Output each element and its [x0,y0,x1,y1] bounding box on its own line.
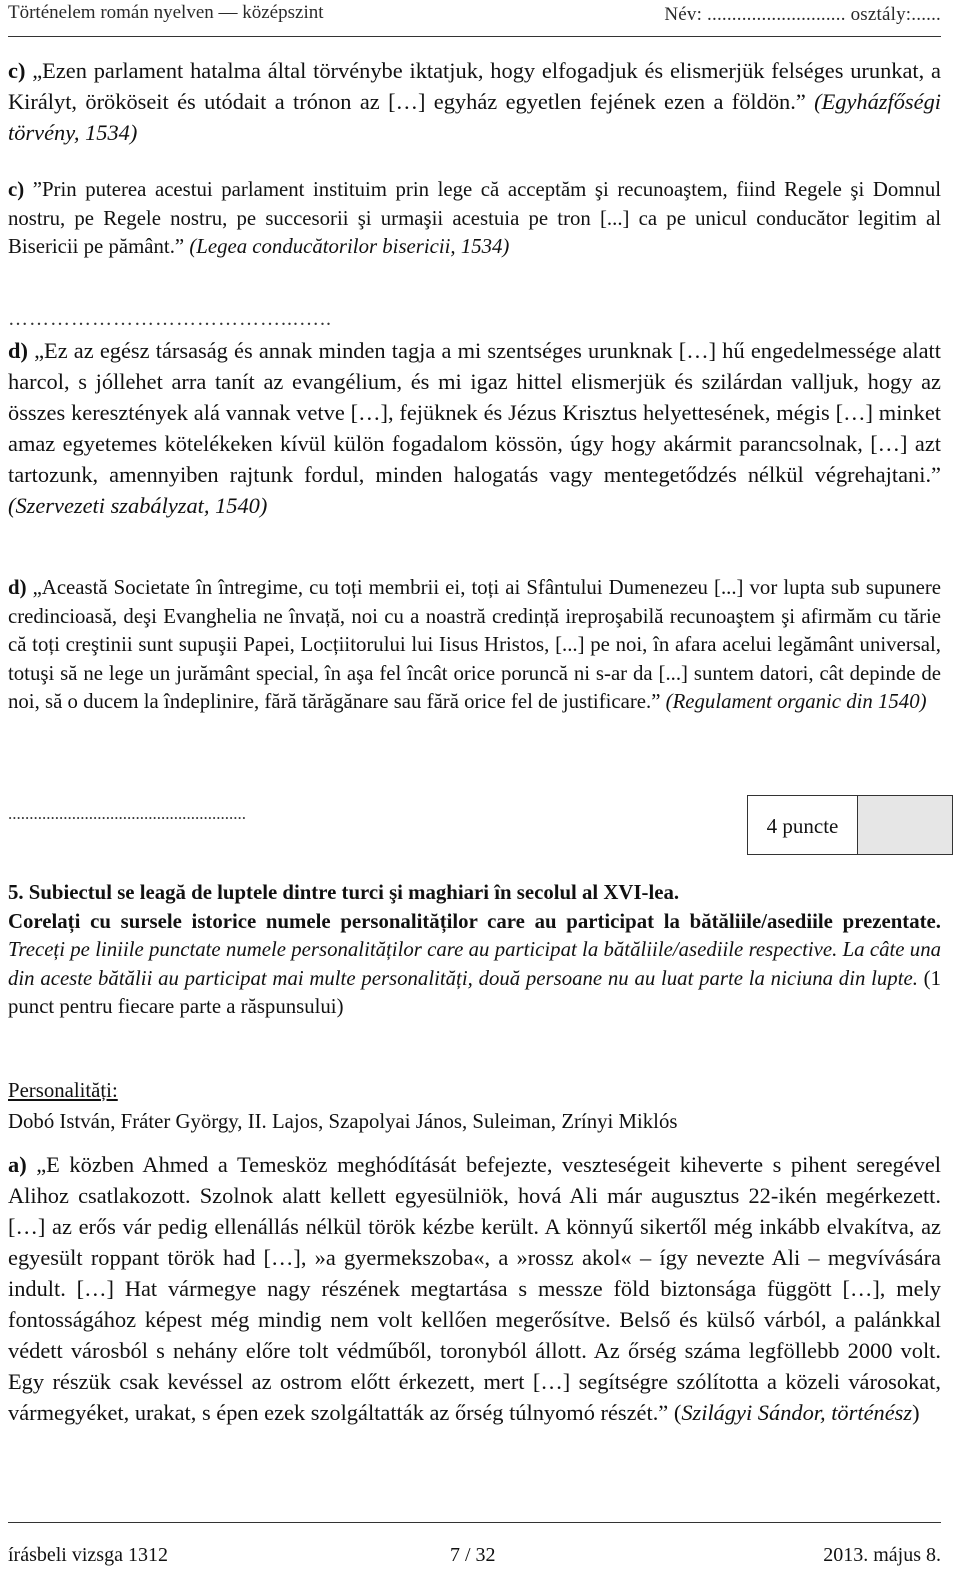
points-box [747,795,953,855]
header-subject: Történelem román nyelven — középszint [8,2,324,23]
source-a-hungarian [8,1149,941,1428]
source-citation: (Szervezeti szabályzat, 1540) [8,493,268,518]
citation-paren: ) [912,1400,920,1425]
source-text: „Ezen parlament hatalma által törvénybe iktatjuk, hogy elfogadjuk és elismerjük felséges urunkat, a Királyt, örököseit és utódait a trónon az […] egyház egyetlen fejének ezen a földön.” [8,58,941,114]
points-label: 4 puncte [748,796,858,854]
source-citation: (Legea conducătorilor bisericii, 1534) [189,235,510,258]
footer-divider [8,1522,941,1523]
source-text: ”Prin puterea acestui parlament instituim prin lege că acceptăm şi recunoaştem, fiind Regele şi Domnul nostru, pe Regele nostru, pe succesorii şi urmaşii acestuia pe tron [...] ca pe unicul conducător legitim al Bisericii pe pământ.” [8,178,941,258]
source-d-hungarian [8,335,941,521]
points-score-cell[interactable] [858,796,952,854]
personalities-list: Dobó István, Fráter György, II. Lajos, Szapolyai János, Suleiman, Zrínyi Miklós [8,1109,678,1133]
personalities-section [8,1077,941,1136]
subject-5 [8,879,941,1022]
subject-5-scoring: (1 punct pentru fiecare parte a răspunsului) [8,966,941,1018]
source-citation: (Regulament organic din 1540) [665,690,927,713]
subject-5-title: 5. Subiectul se leagă de luptele dintre turci şi maghiari în secolul al XVI-lea. [8,881,680,904]
source-text: „E közben Ahmed a Temesköz meghódítását befejezte, veszteségeit kiheverte s pihent seregével Alihoz csatlakozott. Szolnok alatt kellett egyesülniök, hová Ali már augusztus 22-ikén megérkezett. […] az erős vár pedig ellenállás nélkül török kézbe került. A könnyű sikertől még inkább elvakítva, az egyesült roppant török had […], »a gyermekszoba«, a »rossz akol« – így nevezte Ali – megvívására indult. […] Hat vármegye nagy részének megtartása s messze föld biztonsága függött […], mely fontosságához képest még mindig nem volt kellően megerősítve. Belső és külső várból, a palánkkal védett városból s nehány előre tolt védműből, toronyból állott. Az őrség száma legföllebb 2000 volt. Egy részük csak kevéssel az ostrom előtt érkezett, mert […] segítségre szólította a közeli városokat, vármegyéket, urakat, s épen ezek szolgáltatták az őrség túlnyomó részét.” [8,1152,941,1425]
source-citation: (Egyházfőségi törvény, 1534) [8,89,941,145]
header-name-class-field: Név: ............................ osztály:...... [664,4,941,25]
source-text: „Această Societate în întregime, cu toți membrii ei, toți ai Sfântului Dumenezeu [...] vor lupta sub supunere credincioasă, deşi Evanghelia ne învață, noi cu a noastră credință ireproşabilă recunoaştem şi afirmăm cu tărie că toți creştinii sunt supuşii Papei, Locțiitorului lui Iisus Hristos, [...] pe noi, în afara acelui legământ universal, totuşi să ne lege un jurământ special, în aşa fel încât orice poruncă ni s-ar da [...] suntem datori, cât depinde de noi, să o ducem la îndeplinire, fără tărăgănare sau fără orice fel de justificare.” [8,576,941,713]
personalities-label: Personalități: [8,1079,118,1102]
citation-paren: ( [673,1400,682,1425]
source-label: d) [8,576,27,599]
source-label: a) [8,1152,27,1177]
footer-exam-code: írásbeli vizsga 1312 [8,1544,168,1566]
subject-5-instruction: Corelați cu sursele istorice numele personalităților care au participat la bătăliile/asediile prezentate. [8,909,941,933]
source-citation: Szilágyi Sándor, történész [681,1400,913,1425]
source-label: c) [8,58,26,83]
answer-line-d[interactable]: ........................................................ [8,804,246,823]
source-text: „Ez az egész társaság és annak minden tagja a mi szentséges urunknak […] hű engedelmessége alatt harcol, s jóllehet arra tanít az evangélium, és mi igaz hittel elismerjük és szilárdan valljuk, hogy az összes keresztények alá vannak vetve […], fejüknek és Jézus Krisztus helyettesének, mégis […] minket amaz egyetemes kötelékeken kívül külön fogadalom kössön, úgy hogy akármit parancsolnak, […] azt tartozunk, amennyiben rajtunk fordul, minden halogatás vagy mentegetődzés nélkül végrehajtani.” [8,338,941,487]
answer-line-c[interactable]: …………………………………...….. [8,308,332,330]
footer-page-number: 7 / 32 [450,1544,496,1566]
footer-date: 2013. május 8. [823,1544,941,1566]
source-c-hungarian [8,55,941,148]
source-label: c) [8,178,25,201]
source-c-romanian [8,176,941,262]
subject-5-directions: Treceți pe liniile punctate numele personalităților care au participat la bătăliile/asediile respective. La câte una din aceste bătălii au participat mai multe personalități, două persoane nu au luat parte la niciuna din lupte. [8,938,941,990]
page-header [8,0,941,40]
source-d-romanian [8,574,941,717]
header-divider [8,36,941,37]
source-label: d) [8,338,28,363]
